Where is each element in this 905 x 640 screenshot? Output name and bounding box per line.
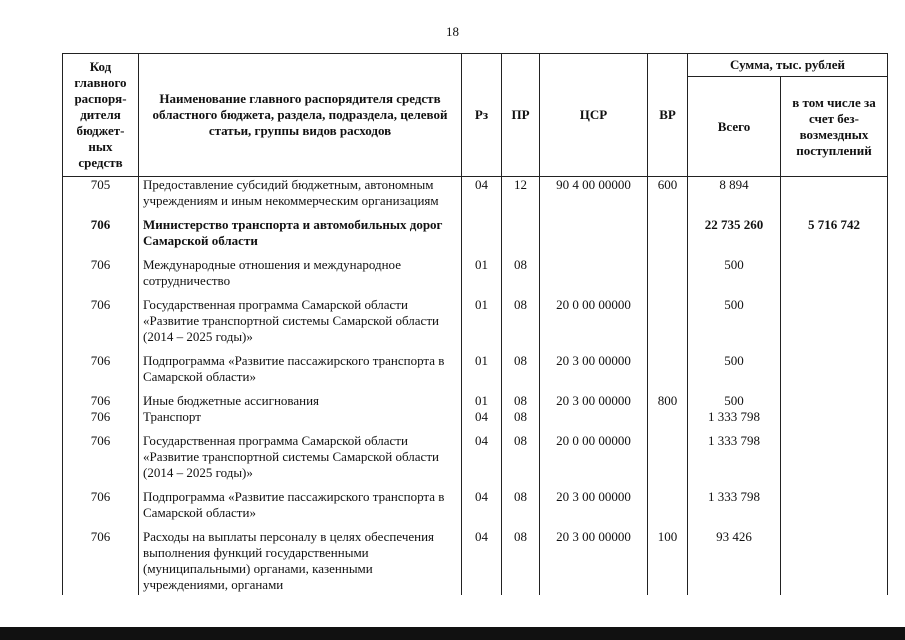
cell-name: Расходы на выплаты персоналу в целях обеспечения выполнения функций государственными (муниципальными) органами, казенными учреждениями, органами bbox=[139, 529, 462, 595]
header-vr: ВР bbox=[648, 54, 688, 177]
cell-csr: 20 0 00 00000 bbox=[540, 433, 648, 489]
cell-code: 706 bbox=[63, 297, 139, 353]
cell-total: 93 426 bbox=[688, 529, 781, 595]
cell-pr: 08 bbox=[502, 353, 540, 393]
header-sum: Сумма, тыс. рублей bbox=[688, 54, 888, 77]
table-row bbox=[63, 489, 888, 529]
cell-free bbox=[781, 489, 888, 529]
cell-csr bbox=[540, 217, 648, 257]
cell-code: 706 bbox=[63, 217, 139, 257]
budget-table bbox=[62, 53, 888, 595]
table-row bbox=[63, 177, 888, 218]
cell-rz: 04 bbox=[462, 529, 502, 595]
cell-free bbox=[781, 257, 888, 297]
header-name: Наименование главного распорядителя средств областного бюджета, раздела, подраздела, целевой статьи, группы видов расходов bbox=[139, 54, 462, 177]
header-code: Код главного распоря-дителя бюджет-ных средств bbox=[63, 54, 139, 177]
cell-code: 706 bbox=[63, 529, 139, 595]
cell-vr bbox=[648, 409, 688, 433]
cell-vr: 600 bbox=[648, 177, 688, 218]
cell-rz: 01 bbox=[462, 393, 502, 409]
table-row bbox=[63, 409, 888, 433]
cell-vr bbox=[648, 297, 688, 353]
cell-total: 8 894 bbox=[688, 177, 781, 218]
cell-name: Предоставление субсидий бюджетным, автономным учреждениям и иным некоммерческим организациям bbox=[139, 177, 462, 218]
cell-csr: 20 3 00 00000 bbox=[540, 489, 648, 529]
table-row bbox=[63, 393, 888, 409]
cell-csr: 20 3 00 00000 bbox=[540, 393, 648, 409]
page-number: 18 bbox=[446, 24, 459, 39]
cell-free bbox=[781, 433, 888, 489]
cell-rz: 01 bbox=[462, 353, 502, 393]
cell-csr bbox=[540, 257, 648, 297]
cell-vr: 100 bbox=[648, 529, 688, 595]
table-row bbox=[63, 217, 888, 257]
cell-free bbox=[781, 529, 888, 595]
cell-code: 706 bbox=[63, 409, 139, 433]
cell-name: Международные отношения и международное сотрудничество bbox=[139, 257, 462, 297]
cell-pr: 08 bbox=[502, 409, 540, 433]
cell-name: Транспорт bbox=[139, 409, 462, 433]
cell-vr bbox=[648, 257, 688, 297]
cell-vr bbox=[648, 353, 688, 393]
header-rz: Рз bbox=[462, 54, 502, 177]
table-header bbox=[63, 54, 888, 177]
table-body bbox=[63, 177, 888, 596]
cell-rz: 01 bbox=[462, 257, 502, 297]
cell-pr bbox=[502, 217, 540, 257]
cell-code: 706 bbox=[63, 257, 139, 297]
cell-name: Иные бюджетные ассигнования bbox=[139, 393, 462, 409]
cell-code: 706 bbox=[63, 393, 139, 409]
table-row bbox=[63, 257, 888, 297]
table-row bbox=[63, 297, 888, 353]
header-total: Всего bbox=[688, 77, 781, 177]
cell-total: 500 bbox=[688, 393, 781, 409]
table-row bbox=[63, 353, 888, 393]
cell-name: Министерство транспорта и автомобильных дорог Самарской области bbox=[139, 217, 462, 257]
cell-csr: 20 0 00 00000 bbox=[540, 297, 648, 353]
cell-csr: 90 4 00 00000 bbox=[540, 177, 648, 218]
cell-csr bbox=[540, 409, 648, 433]
cell-code: 706 bbox=[63, 433, 139, 489]
cell-code: 706 bbox=[63, 489, 139, 529]
cell-name: Подпрограмма «Развитие пассажирского транспорта в Самарской области» bbox=[139, 489, 462, 529]
cell-pr: 08 bbox=[502, 297, 540, 353]
table-row bbox=[63, 529, 888, 595]
cell-total: 1 333 798 bbox=[688, 409, 781, 433]
cell-rz: 01 bbox=[462, 297, 502, 353]
cell-pr: 08 bbox=[502, 529, 540, 595]
cell-total: 22 735 260 bbox=[688, 217, 781, 257]
cell-free bbox=[781, 409, 888, 433]
cell-rz: 04 bbox=[462, 409, 502, 433]
cell-rz bbox=[462, 217, 502, 257]
cell-free bbox=[781, 393, 888, 409]
table-row bbox=[63, 433, 888, 489]
cell-name: Подпрограмма «Развитие пассажирского транспорта в Самарской области» bbox=[139, 353, 462, 393]
cell-rz: 04 bbox=[462, 433, 502, 489]
cell-rz: 04 bbox=[462, 177, 502, 218]
cell-total: 500 bbox=[688, 353, 781, 393]
header-csr: ЦСР bbox=[540, 54, 648, 177]
cell-total: 1 333 798 bbox=[688, 433, 781, 489]
header-pr: ПР bbox=[502, 54, 540, 177]
cell-pr: 08 bbox=[502, 489, 540, 529]
cell-vr: 800 bbox=[648, 393, 688, 409]
cell-pr: 12 bbox=[502, 177, 540, 218]
header-free: в том числе за счет без-возмездных поступлений bbox=[781, 77, 888, 177]
cell-pr: 08 bbox=[502, 433, 540, 489]
cell-vr bbox=[648, 217, 688, 257]
cell-csr: 20 3 00 00000 bbox=[540, 353, 648, 393]
cell-rz: 04 bbox=[462, 489, 502, 529]
cell-free bbox=[781, 297, 888, 353]
cell-vr bbox=[648, 489, 688, 529]
cell-name: Государственная программа Самарской области «Развитие транспортной системы Самарской области (2014 – 2025 годы)» bbox=[139, 297, 462, 353]
cell-csr: 20 3 00 00000 bbox=[540, 529, 648, 595]
cell-pr: 08 bbox=[502, 257, 540, 297]
cell-total: 500 bbox=[688, 297, 781, 353]
cell-pr: 08 bbox=[502, 393, 540, 409]
cell-free bbox=[781, 353, 888, 393]
cell-free bbox=[781, 177, 888, 218]
cell-vr bbox=[648, 433, 688, 489]
cell-total: 500 bbox=[688, 257, 781, 297]
cell-code: 706 bbox=[63, 353, 139, 393]
scan-bottom-edge bbox=[0, 627, 905, 640]
cell-name: Государственная программа Самарской области «Развитие транспортной системы Самарской области (2014 – 2025 годы)» bbox=[139, 433, 462, 489]
cell-code: 705 bbox=[63, 177, 139, 218]
cell-total: 1 333 798 bbox=[688, 489, 781, 529]
cell-free: 5 716 742 bbox=[781, 217, 888, 257]
